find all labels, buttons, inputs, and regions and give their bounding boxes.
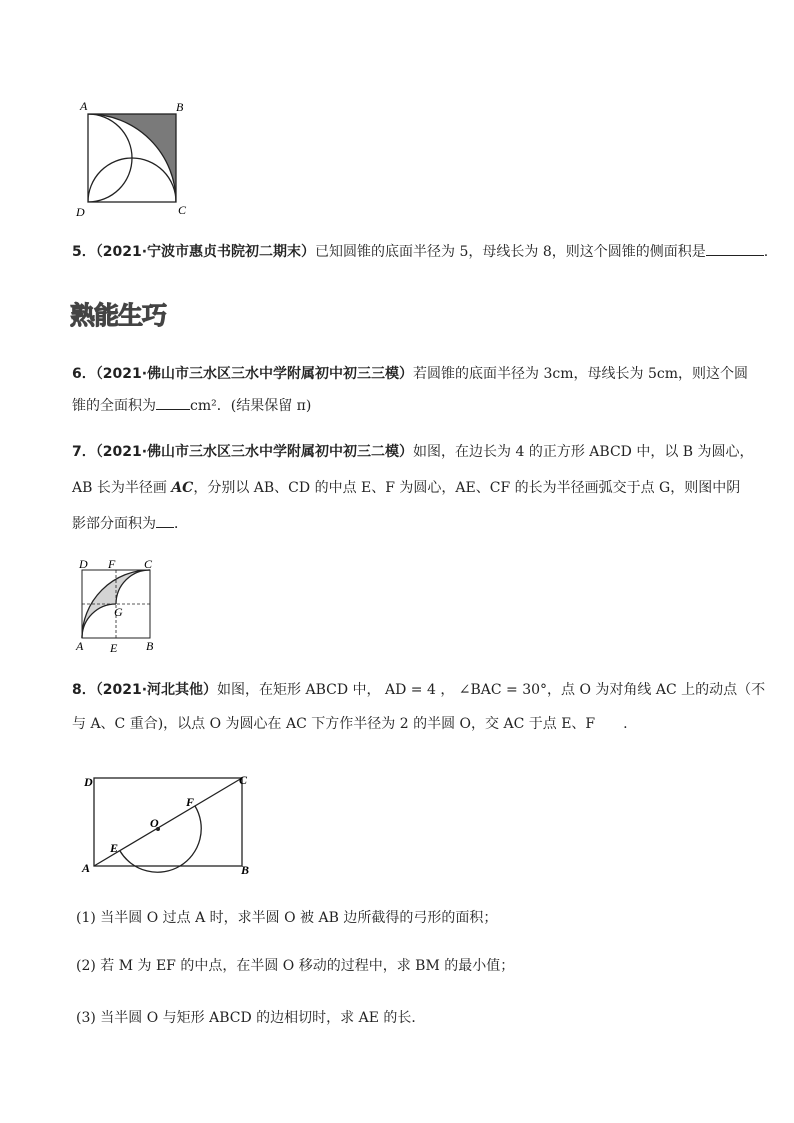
figure-3 <box>74 762 264 882</box>
question-source: （2021·佛山市三水区三水中学附属初中初三二模） <box>95 444 414 460</box>
label-b: B <box>146 639 154 653</box>
figure-1 <box>72 96 202 222</box>
answer-blank[interactable] <box>706 239 764 256</box>
question-number: 5． <box>72 244 96 260</box>
label-c: C <box>239 773 248 787</box>
label-d: D <box>76 205 85 219</box>
question-6-line-1: 6．（2021·佛山市三水区三水中学附属初中初三三模）若圆锥的底面半径为 3cm，母线长为 5cm，则这个圆 <box>72 366 748 382</box>
question-5: 5．（2021·宁波市惠贞书院初二期末）已知圆锥的底面半径为 5，母线长为 8，则这个圆锥的侧面积是 . <box>72 238 768 266</box>
label-f: F <box>108 558 116 571</box>
figure-2 <box>70 558 170 658</box>
question-8-line-1: 8．（2021·河北其他）如图，在矩形 ABCD 中， AD = 4 ， ∠BAC = 30°，点 O 为对角线 AC 上的动点（不 <box>72 682 766 698</box>
question-source: （2021·佛山市三水区三水中学附属初中初三三模） <box>95 366 414 382</box>
answer-blank[interactable] <box>156 393 190 410</box>
question-6-line-2: 锥的全面积为 cm²．(结果保留 π) <box>72 392 311 420</box>
label-a: A <box>80 99 88 113</box>
label-c: C <box>178 203 187 217</box>
question-8-part-1: (1) 当半圆 O 过点 A 时，求半圆 O 被 AB 边所截得的弓形的面积； <box>76 910 498 926</box>
question-number: 6． <box>72 366 96 382</box>
label-b: B <box>176 100 184 114</box>
arc-fg <box>116 570 150 604</box>
answer-blank[interactable] <box>156 511 174 528</box>
question-number: 8． <box>72 682 96 698</box>
label-c: C <box>144 558 153 571</box>
question-7-line-1: 7．（2021·佛山市三水区三水中学附属初中初三二模）如图，在边长为 4 的正方形 ABCD 中，以 B 为圆心， <box>72 444 754 460</box>
label-g: G <box>114 605 123 619</box>
question-source: （2021·宁波市惠贞书院初二期末） <box>95 244 316 260</box>
question-8-part-2: (2) 若 M 为 EF 的中点，在半圆 O 移动的过程中，求 BM 的最小值； <box>76 958 515 974</box>
arc-symbol: AC <box>171 480 194 496</box>
label-e: E <box>110 641 118 655</box>
section-title: 熟能生巧 <box>70 301 167 330</box>
label-d: D <box>79 558 88 571</box>
question-7-line-2: AB 长为半径画 AC，分别以 AB、CD 的中点 E、F 为圆心，AE、CF 的长为半径画弧交于点 G，则图中阴 <box>72 480 741 496</box>
label-b: B <box>241 863 250 877</box>
question-number: 7． <box>72 444 96 460</box>
question-8-line-2: 与 A、C 重合)，以点 O 为圆心在 AC 下方作半径为 2 的半圆 O，交 AC 于点 E、F . <box>72 716 628 732</box>
label-e: E <box>110 841 119 855</box>
question-source: （2021·河北其他） <box>95 682 218 698</box>
arc-ge <box>82 604 116 638</box>
question-8-part-3: (3) 当半圆 O 与矩形 ABCD 的边相切时，求 AE 的长． <box>76 1010 426 1026</box>
question-text: 已知圆锥的底面半径为 5，母线长为 8，则这个圆锥的侧面积是 <box>315 244 706 260</box>
label-d: D <box>84 775 93 789</box>
label-o: O <box>150 816 159 830</box>
label-a: A <box>76 639 84 653</box>
label-a: A <box>82 861 91 875</box>
question-7-line-3: 影部分面积为 ． <box>72 510 188 538</box>
semicircle-o <box>120 806 201 872</box>
label-f: F <box>186 795 195 809</box>
